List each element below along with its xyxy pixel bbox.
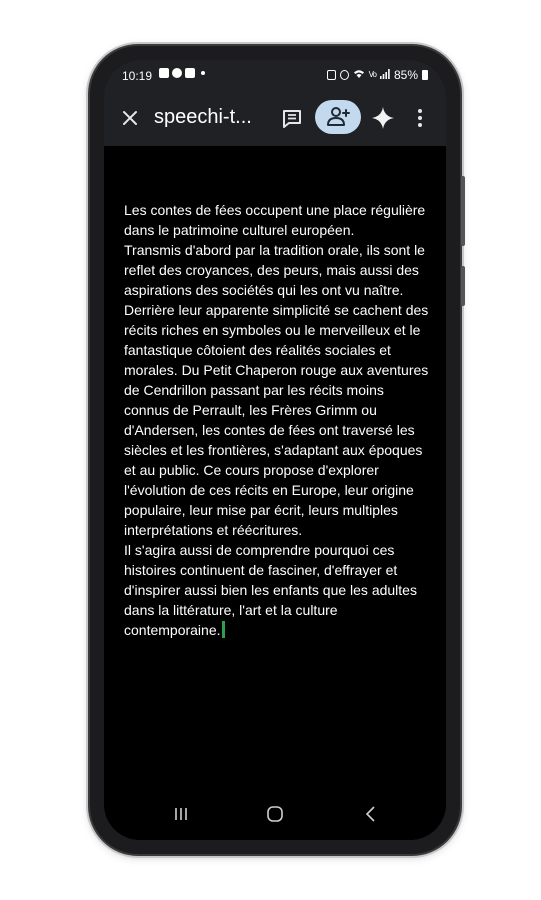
text-cursor — [222, 621, 225, 638]
paragraph: Derrière leur apparente simplicité se cachent des récits riches en symboles ou le merveilleux et le fantastique côtoient des réalités sociales et morales. Du Petit Chaperon rouge aux aventures de Cendrillon passant par les récits moins connus de Perrault, les Frères Grimm ou d'Andersen, les contes de fées ont traversé les siècles et les frontières, s'adaptant aux époques et au public. Ce cours propose d'explorer l'évolution de ces récits en Europe, leur origine populaire, leur mise par écrit, leurs multiples interprétations et réécritures. — [124, 302, 429, 538]
volume-button — [461, 176, 465, 246]
comment-icon — [278, 104, 306, 132]
paragraph: Les contes de fées occupent une place régulière dans le patrimoine culturel européen. — [124, 202, 426, 238]
status-time: 10:19 — [122, 69, 153, 83]
recents-button[interactable] — [169, 802, 193, 826]
more-vert-icon — [408, 104, 432, 132]
notification-dot-icon — [201, 71, 205, 75]
share-button[interactable] — [315, 100, 361, 134]
battery-percentage: 85% — [393, 68, 418, 82]
lock-icon — [327, 70, 336, 80]
gemini-sparkle-icon — [369, 104, 397, 132]
back-button[interactable] — [359, 802, 383, 826]
power-button — [461, 266, 465, 306]
volte-icon: Vo — [368, 70, 376, 79]
recents-icon — [169, 802, 193, 826]
system-icons — [327, 68, 428, 82]
phone-screen — [104, 60, 446, 840]
paragraph-text: Il s'agira aussi de comprendre pourquoi ces histoires continuent de fasciner, d'effrayer et d'inspirer aussi bien les enfants que les adultes dans la littérature, l'art et la culture contemporaine. — [124, 542, 417, 638]
youtube-icon — [185, 68, 195, 78]
alarm-icon — [340, 70, 349, 80]
battery-icon — [422, 70, 428, 80]
document-title[interactable]: speechi-t... — [154, 106, 252, 128]
back-icon — [359, 802, 383, 826]
close-button[interactable] — [116, 104, 144, 132]
close-icon — [116, 104, 144, 132]
wifi-icon — [353, 69, 365, 82]
signal-icon — [380, 68, 390, 82]
home-icon — [263, 802, 287, 826]
comment-button[interactable] — [278, 104, 306, 132]
home-button[interactable] — [263, 802, 287, 826]
more-options-button[interactable] — [408, 104, 432, 132]
paragraph-last — [124, 540, 429, 640]
paragraph: Transmis d'abord par la tradition orale, ils sont le reflet des croyances, des peurs, mais aussi des aspirations des sociétés qui les ont vu naître. — [124, 242, 425, 298]
add-person-icon — [315, 100, 361, 134]
notification-icons — [159, 68, 205, 78]
gallery-icon — [159, 68, 169, 78]
phone-frame — [90, 46, 460, 854]
whatsapp-icon — [172, 68, 182, 78]
document-body[interactable] — [124, 200, 429, 640]
status-bar — [104, 60, 446, 90]
navigation-bar — [104, 788, 446, 840]
gemini-button[interactable] — [369, 104, 397, 132]
app-bar — [104, 90, 446, 146]
